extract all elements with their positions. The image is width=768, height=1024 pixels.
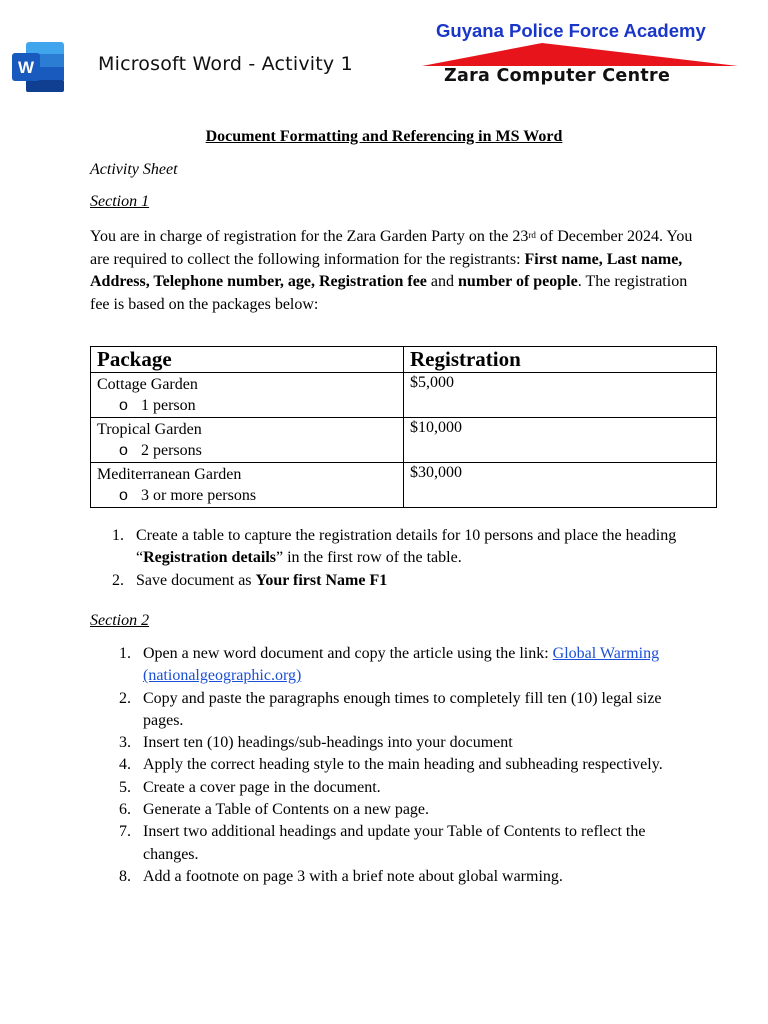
fee-cell: $10,000 [404,418,717,463]
global-warming-link[interactable]: Global Warming (nationalgeographic.org) [143,645,660,685]
list-number: 8. [119,867,131,885]
task-text: Create a table to capture the registration details for 10 persons and place the heading “ [136,527,677,567]
intro-text-4: . The registration fee is based on the packages below: [90,273,688,313]
section2-heading: Section 2 [90,612,150,629]
list-number: 3. [119,734,131,752]
list-number: 7. [119,823,131,841]
package-name: Mediterranean Garden [97,466,242,483]
task-text: Save document as [136,571,256,589]
intro-text-1: You are in charge of registration for the Zara Garden Party on the 23 [90,228,529,245]
list-item [112,570,696,592]
list-item [119,866,683,888]
list-item [119,754,683,776]
bullet-icon: o [119,397,128,414]
intro-bold-people: number of people [458,273,578,290]
list-item [119,799,683,821]
intro-bold-fields: First name, Last name, Address, Telephone number, age, Registration fee [90,250,683,290]
list-number: 4. [119,756,131,774]
section2-task-list [119,643,683,888]
table-header-row [91,347,717,373]
centre-name: Zara Computer Centre [444,66,671,86]
package-name: Cottage Garden [97,376,198,393]
task-text: Add a footnote on page 3 with a brief note about global warming. [143,867,563,885]
task-text: Apply the correct heading style to the main heading and subheading respectively. [143,756,663,774]
task-text: Generate a Table of Contents on a new page. [143,801,430,819]
list-number: 1. [119,645,131,662]
task-bold: Your first Name F1 [255,571,388,589]
word-logo-icon [12,42,64,92]
list-number: 6. [119,801,131,819]
academy-name: Guyana Police Force Academy [436,20,706,41]
svg-text:W: W [17,58,35,77]
task-text: Open a new word document and copy the article using the link: [143,645,553,662]
list-item [119,688,683,733]
list-item [119,643,683,688]
package-cell [91,463,404,508]
fee-cell: $30,000 [404,463,717,508]
bullet-icon: o [119,487,128,504]
list-item [119,777,683,799]
document-subtitle: Activity Sheet [90,161,178,178]
table-row [91,418,717,463]
list-number: 1. [112,527,124,544]
package-detail: 1 person [141,397,196,414]
intro-paragraph [90,226,700,316]
registration-column-header: Registration [404,347,717,373]
task-text: Copy and paste the paragraphs enough times to completely fill ten (10) legal size pages. [143,689,662,729]
task-text: ” in the first row of the table. [275,549,462,567]
list-number: 2. [119,689,131,707]
table-row [91,373,717,418]
task-text: Create a cover page in the document. [143,778,381,796]
table-row [91,463,717,508]
package-name: Tropical Garden [97,421,202,438]
package-table [90,346,717,508]
section1-heading: Section 1 [90,193,150,210]
bullet-icon: o [119,442,128,459]
task-text: Insert two additional headings and update your Table of Contents to reflect the changes. [143,823,646,863]
task-bold: Registration details [143,549,276,567]
list-number: 2. [112,571,124,589]
package-detail: 2 persons [141,442,202,459]
list-item [119,732,683,754]
package-cell [91,373,404,418]
intro-superscript: rd [528,230,536,240]
package-cell [91,418,404,463]
fee-cell: $5,000 [404,373,717,418]
task-text: Insert ten (10) headings/sub-headings into your document [143,734,513,752]
list-number: 5. [119,778,131,796]
header-title: Microsoft Word - Activity 1 [98,53,353,75]
list-item [119,821,683,866]
section1-task-list [112,525,696,592]
intro-text-3: and [426,273,459,290]
package-detail: 3 or more persons [141,487,257,504]
package-column-header: Package [91,347,404,373]
list-item [112,525,696,570]
document-title: Document Formatting and Referencing in MS Word [205,128,563,145]
intro-text-2: of December 2024. You are required to collect the following information for the registrants: [90,228,693,268]
